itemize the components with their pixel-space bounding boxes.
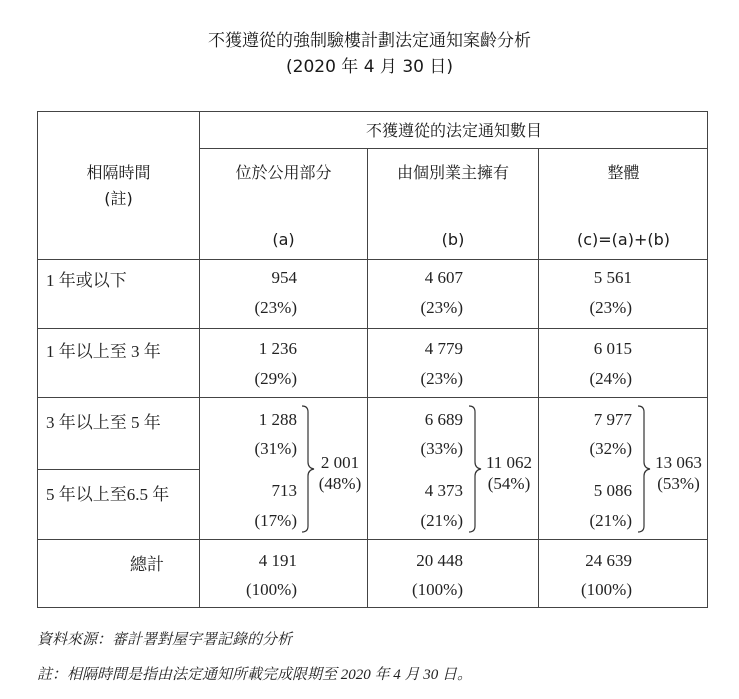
source-note: 資料來源：審計署對屋宇署記錄的分析: [37, 632, 293, 648]
row-label: 1 年以上至 3 年: [46, 342, 161, 361]
cell-value: 5 561: [593, 268, 632, 287]
footnote: 註：相隔時間是指由法定通知所載完成限期至 2020 年 4 月 30 日。: [37, 667, 473, 683]
cell-value: 713: [271, 481, 297, 500]
cell-value: 954: [271, 268, 297, 287]
cell-value: 4 191: [258, 551, 297, 570]
col-divider: [538, 148, 539, 608]
cell-percent: (23%): [420, 298, 463, 317]
page-title: 不獲遵從的強制驗樓計劃法定通知案齡分析: [208, 31, 531, 51]
cell-percent: (100%): [412, 580, 463, 599]
row-label: 3 年以上至 5 年: [46, 413, 161, 432]
cell-percent: (31%): [254, 439, 297, 458]
cell-percent: (100%): [246, 580, 297, 599]
col-a-header: 位於公用部分: [235, 163, 332, 182]
cell-percent: (29%): [254, 369, 297, 388]
cell-value: 5 086: [593, 481, 632, 500]
cell-value: 24 639: [585, 551, 632, 570]
combined-value: 2 001: [320, 453, 360, 472]
col0-header-note: (註): [104, 189, 133, 208]
cell-percent: (33%): [420, 439, 463, 458]
cell-percent: (21%): [589, 511, 632, 530]
cell-percent: (32%): [589, 439, 632, 458]
group-header: 不獲遵從的法定通知數目: [365, 121, 542, 140]
row-divider: [37, 539, 708, 540]
cell-value: 20 448: [416, 551, 463, 570]
header-bottom-divider: [37, 259, 708, 260]
cell-value: 6 015: [593, 339, 632, 358]
cell-value: 4 779: [424, 339, 463, 358]
combined-value: 13 063: [655, 453, 702, 472]
cell-value: 6 689: [424, 410, 463, 429]
page-subtitle: (2020 年 4 月 30 日): [286, 57, 453, 77]
col-c-header: 整體: [607, 163, 640, 182]
cell-percent: (23%): [420, 369, 463, 388]
combined-percent: (53%): [657, 474, 700, 493]
cell-value: 1 236: [258, 339, 297, 358]
col-divider: [367, 148, 368, 608]
row-label-total: 總計: [130, 555, 164, 574]
cell-value: 7 977: [593, 410, 632, 429]
cell-percent: (100%): [581, 580, 632, 599]
cell-value: 4 607: [424, 268, 463, 287]
col-b-sub: (b): [441, 230, 465, 249]
cell-percent: (24%): [589, 369, 632, 388]
row-label: 5 年以上至6.5 年: [46, 485, 170, 504]
cell-percent: (21%): [420, 511, 463, 530]
row-divider-first-col: [37, 469, 200, 470]
col-b-header: 由個別業主擁有: [396, 163, 509, 182]
cell-percent: (23%): [254, 298, 297, 317]
cell-percent: (17%): [254, 511, 297, 530]
col-a-sub: (a): [272, 230, 295, 249]
combined-percent: (54%): [487, 474, 531, 493]
row-divider: [37, 328, 708, 329]
row-label: 1 年或以下: [46, 271, 127, 290]
row-divider: [37, 397, 708, 398]
combined-percent: (48%): [318, 474, 362, 493]
cell-percent: (23%): [589, 298, 632, 317]
col0-header: 相隔時間: [86, 163, 151, 182]
cell-value: 1 288: [258, 410, 297, 429]
combined-value: 11 062: [485, 453, 533, 472]
group-header-divider: [199, 148, 708, 149]
col-c-sub: (c)=(a)+(b): [576, 230, 671, 249]
cell-value: 4 373: [424, 481, 463, 500]
